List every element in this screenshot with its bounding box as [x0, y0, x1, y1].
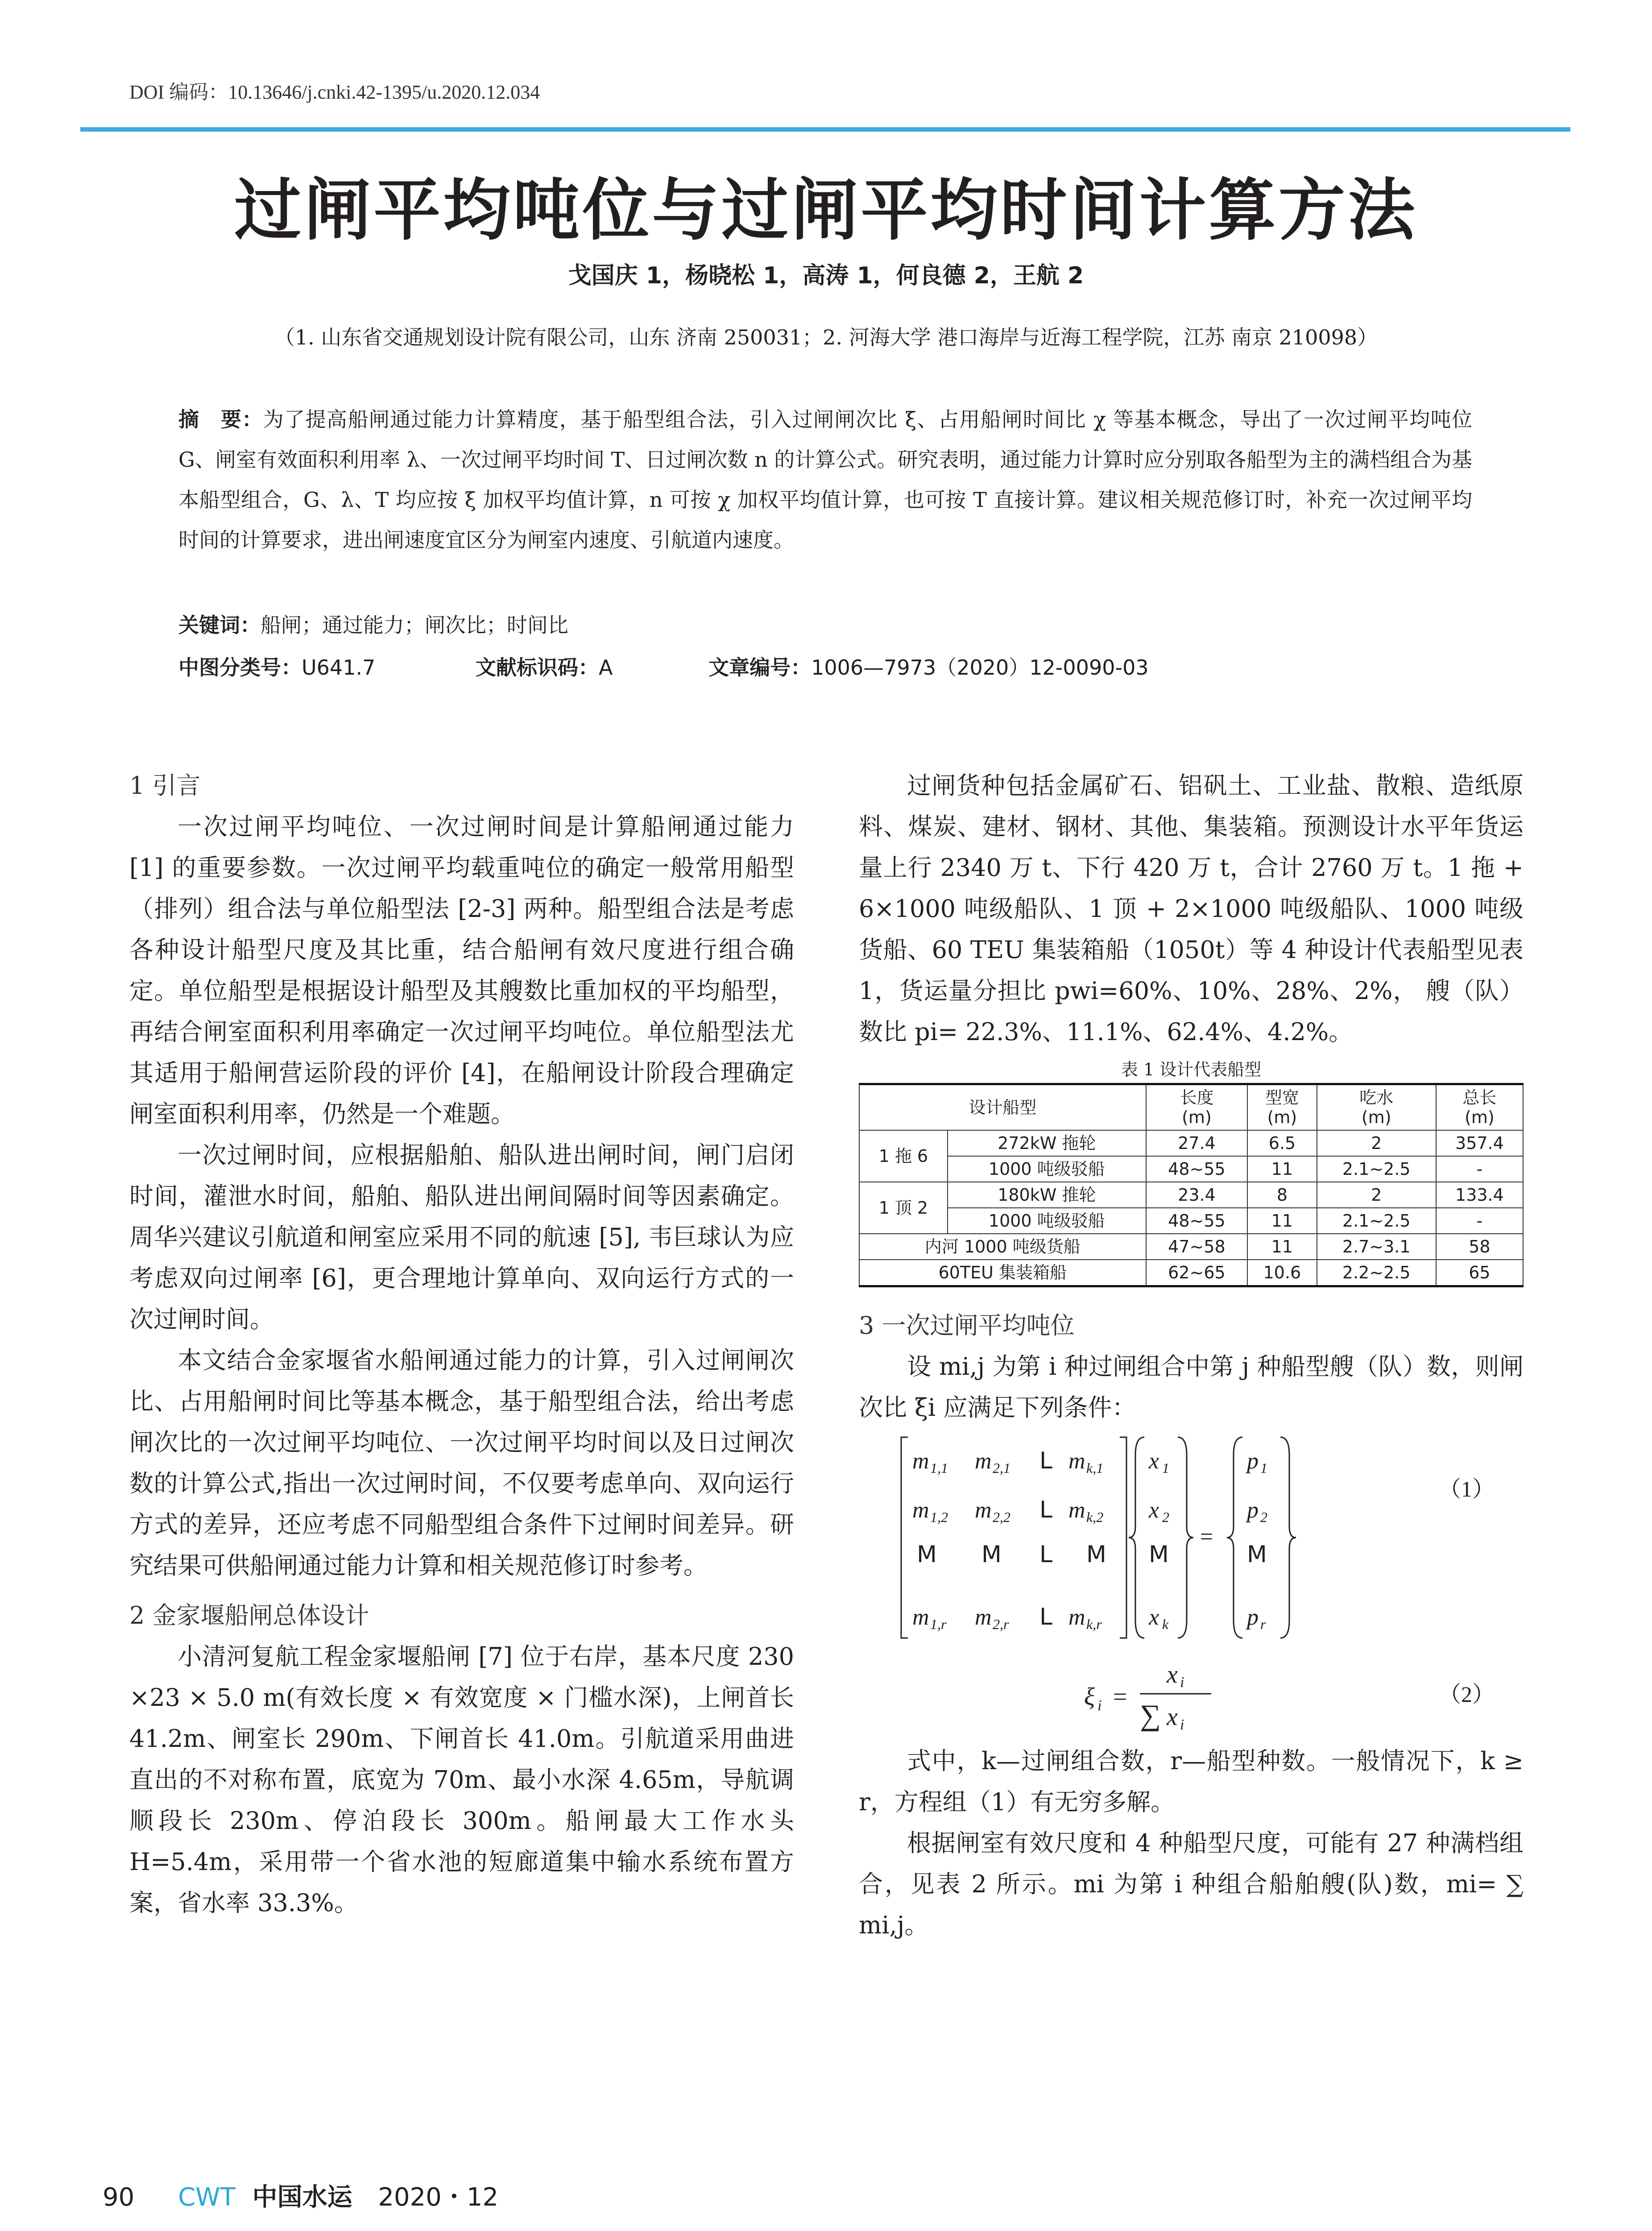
svg-text:x: x — [1167, 1703, 1178, 1731]
journal-logo-cwt: CWT — [178, 2183, 236, 2212]
table-header: 总长 (m) — [1436, 1084, 1523, 1131]
article-no-value: 1006—7973（2020）12-0090-03 — [811, 655, 1149, 680]
table-1 — [859, 1083, 1524, 1287]
svg-text:m: m — [975, 1497, 992, 1523]
keywords — [178, 609, 568, 639]
svg-text:m: m — [1068, 1448, 1085, 1474]
svg-text:x: x — [1167, 1661, 1178, 1688]
table-1-caption: 表 1 设计代表船型 — [1121, 1060, 1262, 1079]
table-header: 型宽 (m) — [1247, 1084, 1317, 1131]
svg-text:L: L — [1039, 1541, 1052, 1568]
svg-text:M: M — [1247, 1541, 1267, 1568]
paragraph: 式中，k—过闸组合数，r—船型种数。一般情况下，k ≥ r，方程组（1）有无穷多解。 — [859, 1747, 1524, 1816]
authors: 戈国庆 1，杨晓松 1，高涛 1，何良德 2，王航 2 — [568, 262, 1084, 289]
svg-text:i: i — [1180, 1717, 1184, 1733]
svg-text:m: m — [912, 1497, 929, 1523]
table-row: 1000 吨级驳船 48~55 11 2.1~2.5 - — [859, 1208, 1523, 1234]
svg-text:m: m — [975, 1448, 992, 1474]
keywords-text: 船闸；通过能力；闸次比；时间比 — [261, 613, 568, 637]
svg-text:x: x — [1149, 1497, 1159, 1523]
svg-text:L: L — [1039, 1497, 1052, 1523]
section-3-title: 3 一次过闸平均吨位 — [859, 1311, 1075, 1339]
doc-code-value: A — [598, 655, 613, 680]
svg-text:2,r: 2,r — [993, 1616, 1009, 1632]
paragraph: 本文结合金家堰省水船闸通过能力的计算，引入过闸闸次比、占用船闸时间比等基本概念，基于船型组合法，给出考虑闸次比的一次过闸平均吨位、一次过闸平均时间以及日过闸次数的计算公式,指出一次过闸时间，不仅要考虑单向、双向运行方式的差异，还应考虑不同船型组合条件下过闸时间差异。研究结果可供船闸通过能力计算和相关规范修订时参考。 — [129, 1346, 794, 1580]
svg-text:M: M — [917, 1541, 937, 1568]
table-header: 长度 (m) — [1146, 1084, 1248, 1131]
svg-text:m: m — [975, 1605, 992, 1630]
clc-label: 中图分类号： — [178, 655, 302, 680]
header-rule — [80, 127, 1570, 132]
left-column — [129, 765, 794, 1924]
paragraph: 设 mi,j 为第 i 种过闸组合中第 j 种船型艘（队）数，则闸次比 ξi 应满足下列条件： — [859, 1352, 1524, 1422]
affiliations: （1. 山东省交通规划设计院有限公司，山东 济南 250031；2. 河海大学 港口海岸与近海工程学院，江苏 南京 210098） — [274, 325, 1378, 349]
section-2-title: 2 金家堰船闸总体设计 — [129, 1601, 369, 1630]
svg-text:m: m — [1068, 1497, 1085, 1523]
article-no-label: 文章编号： — [708, 655, 812, 680]
svg-text:=: = — [1113, 1683, 1127, 1711]
journal-name: 中国水运 — [252, 2183, 352, 2212]
svg-text:p: p — [1247, 1497, 1259, 1523]
paragraph: 过闸货种包括金属矿石、铝矾土、工业盐、散粮、造纸原料、煤炭、建材、钢材、其他、集装箱。预测设计水平年货运量上行 2340 万 t、下行 420 万 t，合计 2760 万 t。1 拖 + 6×1000 吨级船队、1 顶 + 2×1000 吨级船队、1000 吨级货船、60 TEU 集装箱船（1050t）等 4 种设计代表船型见表 1，货运量分担比 pwi=60%、10%、28%、2%， 艘（队）数比 pi= 22.3%、11.1%、62.4%、4.2%。 — [859, 771, 1524, 1046]
right-column — [859, 765, 1524, 1946]
svg-text:x: x — [1149, 1605, 1159, 1630]
svg-text:k: k — [1162, 1616, 1169, 1632]
svg-text:p: p — [1247, 1448, 1259, 1474]
svg-text:ξ: ξ — [1084, 1683, 1095, 1711]
svg-text:∑: ∑ — [1140, 1699, 1161, 1732]
svg-text:x: x — [1149, 1448, 1159, 1474]
clc-value: U641.7 — [302, 655, 376, 680]
matrix-equation — [859, 1428, 1524, 1651]
svg-text:M: M — [1086, 1541, 1106, 1568]
paragraph: 一次过闸平均吨位、一次过闸时间是计算船闸通过能力 [1] 的重要参数。一次过闸平均载重吨位的确定一般常用船型（排列）组合法与单位船型法 [2-3] 两种。船型组合法是考虑各种设计船型尺度及其比重，结合船闸有效尺度进行组合确定。单位船型是根据设计船型及其艘数比重加权的平均船型，再结合闸室面积利用率确定一次过闸平均吨位。单位船型法尤其适用于船闸营运阶段的评价 [4]，在船闸设计阶段合理确定闸室面积利用率，仍然是一个难题。 — [129, 813, 794, 1128]
abstract-label: 摘 要： — [178, 407, 263, 431]
svg-text:1: 1 — [1260, 1460, 1267, 1476]
doc-code-label: 文献标识码： — [475, 655, 599, 680]
paper-title: 过闸平均吨位与过闸平均时间计算方法 — [234, 171, 1418, 249]
equation-1 — [859, 1428, 1524, 1651]
table-header: 吃水 (m) — [1317, 1084, 1436, 1131]
doi-line: DOI 编码：10.13646/j.cnki.42-1395/u.2020.12.034 — [129, 81, 540, 103]
svg-text:k,r: k,r — [1086, 1616, 1102, 1632]
equation-2 — [859, 1651, 1524, 1741]
paragraph: 小清河复航工程金家堰船闸 [7] 位于右岸，基本尺度 230 ×23 × 5.0 m(有效长度 × 有效宽度 × 门槛水深)，上闸首长 41.2m、闸室长 290m、下闸首长 41.0m。引航道采用曲进直出的不对称布置，底宽为 70m、最小水深 4.65m，导航调顺段长 230m、停泊段长 300m。船闸最大工作水头 H=5.4m，采用带一个省水池的短廊道集中输水系统布置方案，省水率 33.3%。 — [129, 1642, 794, 1917]
paragraph: 一次过闸时间，应根据船舶、船队进出闸时间，闸门启闭时间，灌泄水时间，船舶、船队进出闸间隔时间等因素确定。周华兴建议引航道和闸室应采用不同的航速 [5], 韦巨球认为应考虑双向过闸率 [6]，更合理地计算单向、双向运行方式的一次过闸时间。 — [129, 1141, 794, 1333]
svg-text:1,2: 1,2 — [930, 1509, 948, 1525]
svg-text:i: i — [1180, 1674, 1184, 1691]
svg-text:p: p — [1247, 1605, 1259, 1630]
svg-text:2: 2 — [1260, 1509, 1267, 1525]
table-header: 设计船型 — [859, 1084, 1146, 1131]
abstract-text: 为了提高船闸通过能力计算精度，基于船型组合法，引入过闸闸次比 ξ、占用船闸时间比 χ 等基本概念，导出了一次过闸平均吨位 G、闸室有效面积利用率 λ、一次过闸平均时间 T、日过闸次数 n 的计算公式。研究表明，通过能力计算时应分别取各船型为主的满档组合为基本船型组合，G、λ、T 均应按 ξ 加权平均值计算，n 可按 χ 加权平均值计算，也可按 T 直接计算。建议相关规范修订时，补充一次过闸平均时间的计算要求，进出闸速度宜区分为闸室内速度、引航道内速度。 — [178, 407, 1473, 552]
table-row: 1000 吨级驳船 48~55 11 2.1~2.5 - — [859, 1156, 1523, 1182]
page-number: 90 — [103, 2183, 135, 2212]
section-1-title: 1 引言 — [129, 771, 201, 800]
page-footer — [103, 2177, 498, 2213]
svg-text:m: m — [1068, 1605, 1085, 1630]
equation-2-number: （2） — [1439, 1682, 1495, 1707]
svg-text:M: M — [981, 1541, 1002, 1568]
svg-text:1,1: 1,1 — [930, 1460, 948, 1476]
fraction-equation — [859, 1651, 1524, 1741]
svg-text:k,2: k,2 — [1086, 1509, 1104, 1525]
svg-text:2: 2 — [1162, 1509, 1169, 1525]
svg-text:1: 1 — [1162, 1460, 1169, 1476]
svg-text:i: i — [1097, 1697, 1102, 1714]
equation-1-number: （1） — [1439, 1476, 1495, 1501]
svg-text:L: L — [1039, 1604, 1052, 1630]
svg-text:2,1: 2,1 — [993, 1460, 1010, 1476]
keywords-label: 关键词： — [178, 613, 261, 637]
classification-line — [178, 651, 1149, 681]
svg-text:r: r — [1260, 1616, 1266, 1632]
svg-text:m: m — [912, 1448, 929, 1474]
svg-text:2,2: 2,2 — [993, 1509, 1010, 1525]
table-row: 1 拖 6 272kW 拖轮 27.4 6.5 2 357.4 — [859, 1130, 1523, 1156]
table-row: 60TEU 集装箱船 62~65 10.6 2.2~2.5 65 — [859, 1260, 1523, 1286]
paragraph: 根据闸室有效尺度和 4 种船型尺度，可能有 27 种满档组合，见表 2 所示。mi 为第 i 种组合船舶艘(队)数，mi= ∑ mi,j。 — [859, 1829, 1524, 1939]
table-row: 内河 1000 吨级货船 47~58 11 2.7~3.1 58 — [859, 1234, 1523, 1260]
issue: 2020・12 — [378, 2183, 499, 2212]
svg-text:1,r: 1,r — [930, 1616, 947, 1632]
svg-text:M: M — [1149, 1541, 1169, 1568]
table-row: 1 顶 2 180kW 推轮 23.4 8 2 133.4 — [859, 1182, 1523, 1208]
abstract — [178, 399, 1472, 560]
svg-text:k,1: k,1 — [1086, 1460, 1104, 1476]
svg-text:m: m — [912, 1605, 929, 1630]
svg-text:L: L — [1039, 1447, 1052, 1474]
svg-text:=: = — [1200, 1524, 1213, 1550]
